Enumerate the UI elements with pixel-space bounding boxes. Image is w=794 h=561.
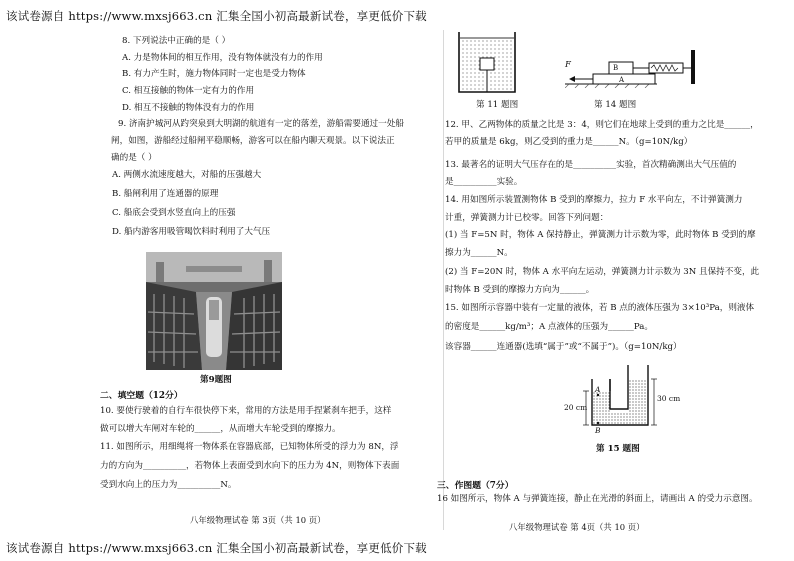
q11-line-1: 11. 如图所示，用细绳将一物体系在容器底部，已知物体所受的浮力为 8N，浮 (100, 442, 399, 452)
q14-line-6: 时物体 B 受到的摩擦力方向为______。 (445, 285, 595, 295)
figure-14-caption: 第 14 题图 (594, 100, 637, 110)
right-page-footer: 八年级物理试卷 第 4页（共 10 页） (509, 522, 645, 532)
figure-15-dim-right: 30 cm (657, 394, 681, 403)
q14-line-3: (1) 当 F=5N 时，物体 A 保持静止，弹簧测力计示数为零，此时物体 B 受到的摩 (445, 230, 756, 240)
figure-14-label-f: F (565, 60, 571, 70)
figure-14-label-a: A (619, 76, 625, 84)
page-header-banner: 该试卷源自 https://www.mxsj663.cn 汇集全国小初高最新试卷，享更低价下载 (6, 9, 427, 23)
q9-option-b: B. 船闸利用了连通器的原理 (112, 189, 219, 199)
q8-option-d: D. 相互不接触的物体没有力的作用 (122, 103, 255, 113)
q12-line-2: 若甲的质量是 6kg，则乙受到的重力是______N。（g=10N/kg） (445, 137, 693, 147)
ship-lock-photo (146, 252, 282, 370)
q13-line-2: 是__________实验。 (445, 177, 523, 187)
q14-line-1: 14. 用如图所示装置测物体 B 受到的摩擦力，拉力 F 水平向左，不计弹簧测力 (445, 195, 743, 205)
q9-option-a: A. 两侧水流速度越大，对船的压强越大 (112, 170, 262, 180)
q15-line-1: 15. 如图所示容器中装有一定量的液体，若 B 点的液体压强为 3×10³Pa，则液体 (445, 303, 755, 313)
page-divider (443, 30, 444, 530)
q8-stem: 8. 下列说法中正确的是（ ） (122, 36, 231, 46)
q15-line-2: 的密度是______kg/m³；A 点液体的压强为______Pa。 (445, 322, 653, 332)
figure-11-container (458, 32, 516, 94)
figure-15-container (560, 365, 670, 433)
q8-option-a: A. 力是物体间的相互作用，没有物体就没有力的作用 (122, 53, 323, 63)
figure-11-caption: 第 11 题图 (476, 100, 519, 110)
q8-option-b: B. 有力产生时，施力物体同时一定也是受力物体 (122, 69, 306, 79)
q9-line-3: 确的是（ ） (111, 153, 157, 163)
q9-option-c: C. 船底会受到水竖直向上的压强 (112, 208, 236, 218)
q13-line-1: 13. 最著名的证明大气压存在的是__________实验，首次精确测出大气压值的 (445, 160, 737, 170)
q8-option-c: C. 相互接触的物体一定有力的作用 (122, 86, 255, 96)
left-page-footer: 八年级物理试卷 第 3页（共 10 页） (190, 515, 326, 525)
figure-15-caption: 第 15 题图 (596, 444, 640, 454)
q11-line-3: 受到水向上的压力为__________N。 (100, 480, 237, 490)
q14-line-5: (2) 当 F=20N 时，物体 A 水平向左运动，弹簧测力计示数为 3N 且保持不变，此 (445, 267, 760, 277)
q15-line-3: 该容器______连通器(选填“属于”或“不属于”)。（g=10N/kg） (445, 342, 682, 352)
section-2-title: 二、填空题（12分） (100, 391, 183, 401)
figure-15-label-b: B (595, 426, 601, 435)
q11-line-2: 力的方向为__________，若物体上表面受到水向下的压力为 4N，则物体下表面 (100, 461, 400, 471)
figure-15-dim-left: 20 cm (564, 403, 588, 412)
q9-line-2: 闸，如图，游船经过船闸平稳顺畅，游客可以在船内聊天观景。以下说法正 (111, 136, 395, 146)
q14-line-4: 擦力为______N。 (445, 248, 513, 258)
q10-line-2: 做可以增大车闸对车轮的______，从而增大车轮受到的摩擦力。 (100, 424, 341, 434)
q12-line-1: 12. 甲、乙两物体的质量之比是 3：4，则它们在地球上受到的重力之比是______， (445, 120, 759, 130)
figure-14-friction-setup (565, 46, 703, 88)
q9-line-1: 9. 济南护城河从趵突泉到大明湖的航道有一定的落差，游船需要通过一处船 (118, 119, 404, 129)
section-3-title: 三、作图题（7分） (437, 481, 514, 491)
page-footer-banner: 该试卷源自 https://www.mxsj663.cn 汇集全国小初高最新试卷，享更低价下载 (6, 541, 427, 555)
q9-option-d: D. 船内游客用吸管喝饮料时利用了大气压 (112, 227, 271, 237)
figure-15-label-a: A (595, 385, 601, 394)
q9-figure-caption: 第9题图 (200, 375, 232, 385)
q16-text: 16 如图所示，物体 A 与弹簧连接，静止在光滑的斜面上，请画出 A 的受力示意图。 (437, 494, 758, 504)
q10-line-1: 10. 要使行驶着的自行车很快停下来，常用的方法是用手捏紧刹车把手，这样 (100, 406, 392, 416)
figure-14-label-b: B (613, 64, 619, 72)
q14-line-2: 计重，弹簧测力计已校零。回答下列问题： (445, 213, 609, 223)
